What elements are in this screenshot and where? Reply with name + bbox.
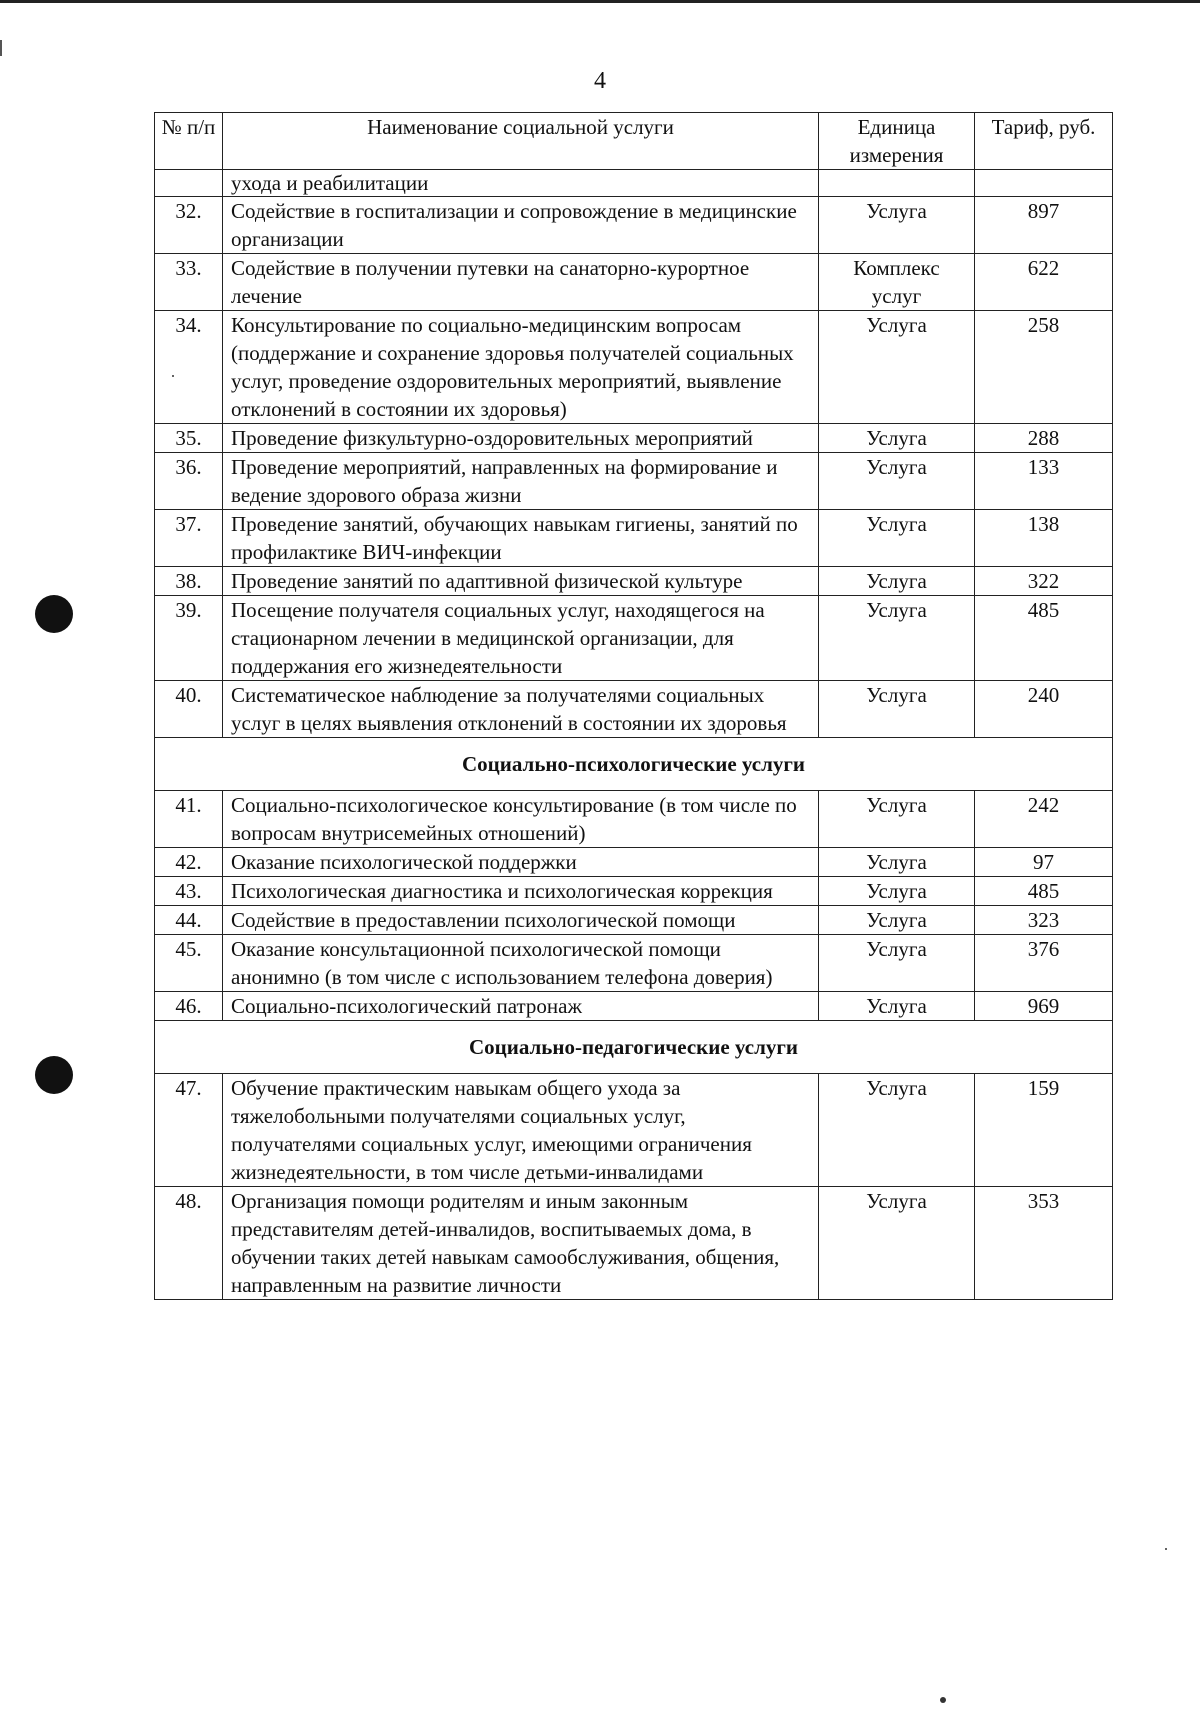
row-number: 40. xyxy=(155,681,223,738)
row-number: 33. xyxy=(155,254,223,311)
service-name: Обучение практическим навыкам общего ухода за тяжелобольными получателями социальных услуг, получателями социальных услуг, имеющими ограничения жизнедеятельности, в том числе детьми-инвалидами xyxy=(223,1074,819,1187)
service-name: Оказание психологической поддержки xyxy=(223,848,819,877)
unit-of-measure: Услуга xyxy=(819,1187,975,1300)
unit-of-measure: Услуга xyxy=(819,453,975,510)
tariff-value: 969 xyxy=(975,992,1113,1021)
table-row xyxy=(155,197,1113,254)
table-row xyxy=(155,877,1113,906)
tariff-value: 288 xyxy=(975,424,1113,453)
table-row xyxy=(155,424,1113,453)
unit-of-measure: Услуга xyxy=(819,567,975,596)
unit-of-measure: Услуга xyxy=(819,791,975,848)
row-number: 36. xyxy=(155,453,223,510)
tariff-value: 376 xyxy=(975,935,1113,992)
table-row xyxy=(155,1074,1113,1187)
section-row xyxy=(155,1021,1113,1074)
header-tariff: Тариф, руб. xyxy=(975,113,1113,170)
tariff-value: 240 xyxy=(975,681,1113,738)
continuation-text: ухода и реабилитации xyxy=(223,170,819,197)
table-row xyxy=(155,596,1113,681)
tariff-value: 485 xyxy=(975,596,1113,681)
unit-of-measure: Услуга xyxy=(819,311,975,424)
service-name: Посещение получателя социальных услуг, находящегося на стационарном лечении в медицинской организации, для поддержания его жизнедеятельности xyxy=(223,596,819,681)
table-row xyxy=(155,791,1113,848)
table-row xyxy=(155,311,1113,424)
tariff-value: 159 xyxy=(975,1074,1113,1187)
table-row xyxy=(155,1187,1113,1300)
tariff-value: 258 xyxy=(975,311,1113,424)
tariff-value: 97 xyxy=(975,848,1113,877)
unit-of-measure: Услуга xyxy=(819,906,975,935)
row-number: 39. xyxy=(155,596,223,681)
service-name: Проведение мероприятий, направленных на формирование и ведение здорового образа жизни xyxy=(223,453,819,510)
scan-top-edge xyxy=(0,0,1200,3)
table-row xyxy=(155,992,1113,1021)
row-number: 46. xyxy=(155,992,223,1021)
unit-of-measure: Услуга xyxy=(819,197,975,254)
service-name: Проведение занятий по адаптивной физической культуре xyxy=(223,567,819,596)
table-row xyxy=(155,935,1113,992)
unit-of-measure: Услуга xyxy=(819,1074,975,1187)
row-number: 38. xyxy=(155,567,223,596)
tariff-value: 622 xyxy=(975,254,1113,311)
row-number: 47. xyxy=(155,1074,223,1187)
table-row xyxy=(155,681,1113,738)
service-name: Консультирование по социально-медицинским вопросам (поддержание и сохранение здоровья получателей социальных услуг, проведение оздоровительных мероприятий, выявление отклонений в состоянии их здоровья) xyxy=(223,311,819,424)
service-name: Социально-психологический патронаж xyxy=(223,992,819,1021)
unit-of-measure: Услуга xyxy=(819,681,975,738)
row-number: 37. xyxy=(155,510,223,567)
tariff-value: 138 xyxy=(975,510,1113,567)
tariff-value: 133 xyxy=(975,453,1113,510)
row-number: 35. xyxy=(155,424,223,453)
table-row xyxy=(155,453,1113,510)
service-name: Содействие в предоставлении психологической помощи xyxy=(223,906,819,935)
header-name: Наименование социальной услуги xyxy=(223,113,819,170)
header-unit: Единица измерения xyxy=(819,113,975,170)
section-row xyxy=(155,738,1113,791)
service-name: Систематическое наблюдение за получателями социальных услуг в целях выявления отклонений в состоянии их здоровья xyxy=(223,681,819,738)
table-header-row xyxy=(155,113,1113,170)
unit-of-measure: Услуга xyxy=(819,510,975,567)
table-row xyxy=(155,848,1113,877)
unit-of-measure: Услуга xyxy=(819,935,975,992)
punch-hole-top xyxy=(35,595,73,633)
unit-of-measure: Услуга xyxy=(819,596,975,681)
tariff-value: 897 xyxy=(975,197,1113,254)
row-number: 44. xyxy=(155,906,223,935)
service-name: Психологическая диагностика и психологическая коррекция xyxy=(223,877,819,906)
tariff-value: 485 xyxy=(975,877,1113,906)
scan-left-mark xyxy=(0,40,2,56)
row-number: 43. xyxy=(155,877,223,906)
unit-of-measure: Комплекс услуг xyxy=(819,254,975,311)
row-number: 42. xyxy=(155,848,223,877)
row-number: 45. xyxy=(155,935,223,992)
unit-of-measure: Услуга xyxy=(819,424,975,453)
table-row xyxy=(155,567,1113,596)
unit-of-measure: Услуга xyxy=(819,877,975,906)
header-num: № п/п xyxy=(155,113,223,170)
section-title-ped: Социально-педагогические услуги xyxy=(155,1021,1113,1074)
service-name: Содействие в получении путевки на санаторно-курортное лечение xyxy=(223,254,819,311)
table-row xyxy=(155,254,1113,311)
continuation-row xyxy=(155,170,1113,197)
page-number: 4 xyxy=(594,68,606,94)
section-title-psych: Социально-психологические услуги xyxy=(155,738,1113,791)
row-number: 48. xyxy=(155,1187,223,1300)
row-number: 32. xyxy=(155,197,223,254)
service-name: Социально-психологическое консультирование (в том числе по вопросам внутрисемейных отношений) xyxy=(223,791,819,848)
service-name: Проведение физкультурно-оздоровительных мероприятий xyxy=(223,424,819,453)
service-name: Организация помощи родителям и иным законным представителям детей-инвалидов, воспитываемых дома, в обучении таких детей навыкам самообслуживания, общения, направленным на развитие личности xyxy=(223,1187,819,1300)
table-row xyxy=(155,510,1113,567)
tariff-value: 323 xyxy=(975,906,1113,935)
unit-of-measure: Услуга xyxy=(819,848,975,877)
service-name: Проведение занятий, обучающих навыкам гигиены, занятий по профилактике ВИЧ-инфекции xyxy=(223,510,819,567)
tariff-value: 322 xyxy=(975,567,1113,596)
service-name: Оказание консультационной психологической помощи анонимно (в том числе с использованием телефона доверия) xyxy=(223,935,819,992)
unit-of-measure: Услуга xyxy=(819,992,975,1021)
row-number: 34. xyxy=(155,311,223,424)
scan-speck xyxy=(940,1697,946,1703)
table-row xyxy=(155,906,1113,935)
tariff-value: 242 xyxy=(975,791,1113,848)
row-number: 41. xyxy=(155,791,223,848)
tariff-value: 353 xyxy=(975,1187,1113,1300)
services-table xyxy=(154,112,1113,1300)
punch-hole-bottom xyxy=(35,1056,73,1094)
service-name: Содействие в госпитализации и сопровождение в медицинские организации xyxy=(223,197,819,254)
scan-speck xyxy=(1165,1548,1167,1550)
